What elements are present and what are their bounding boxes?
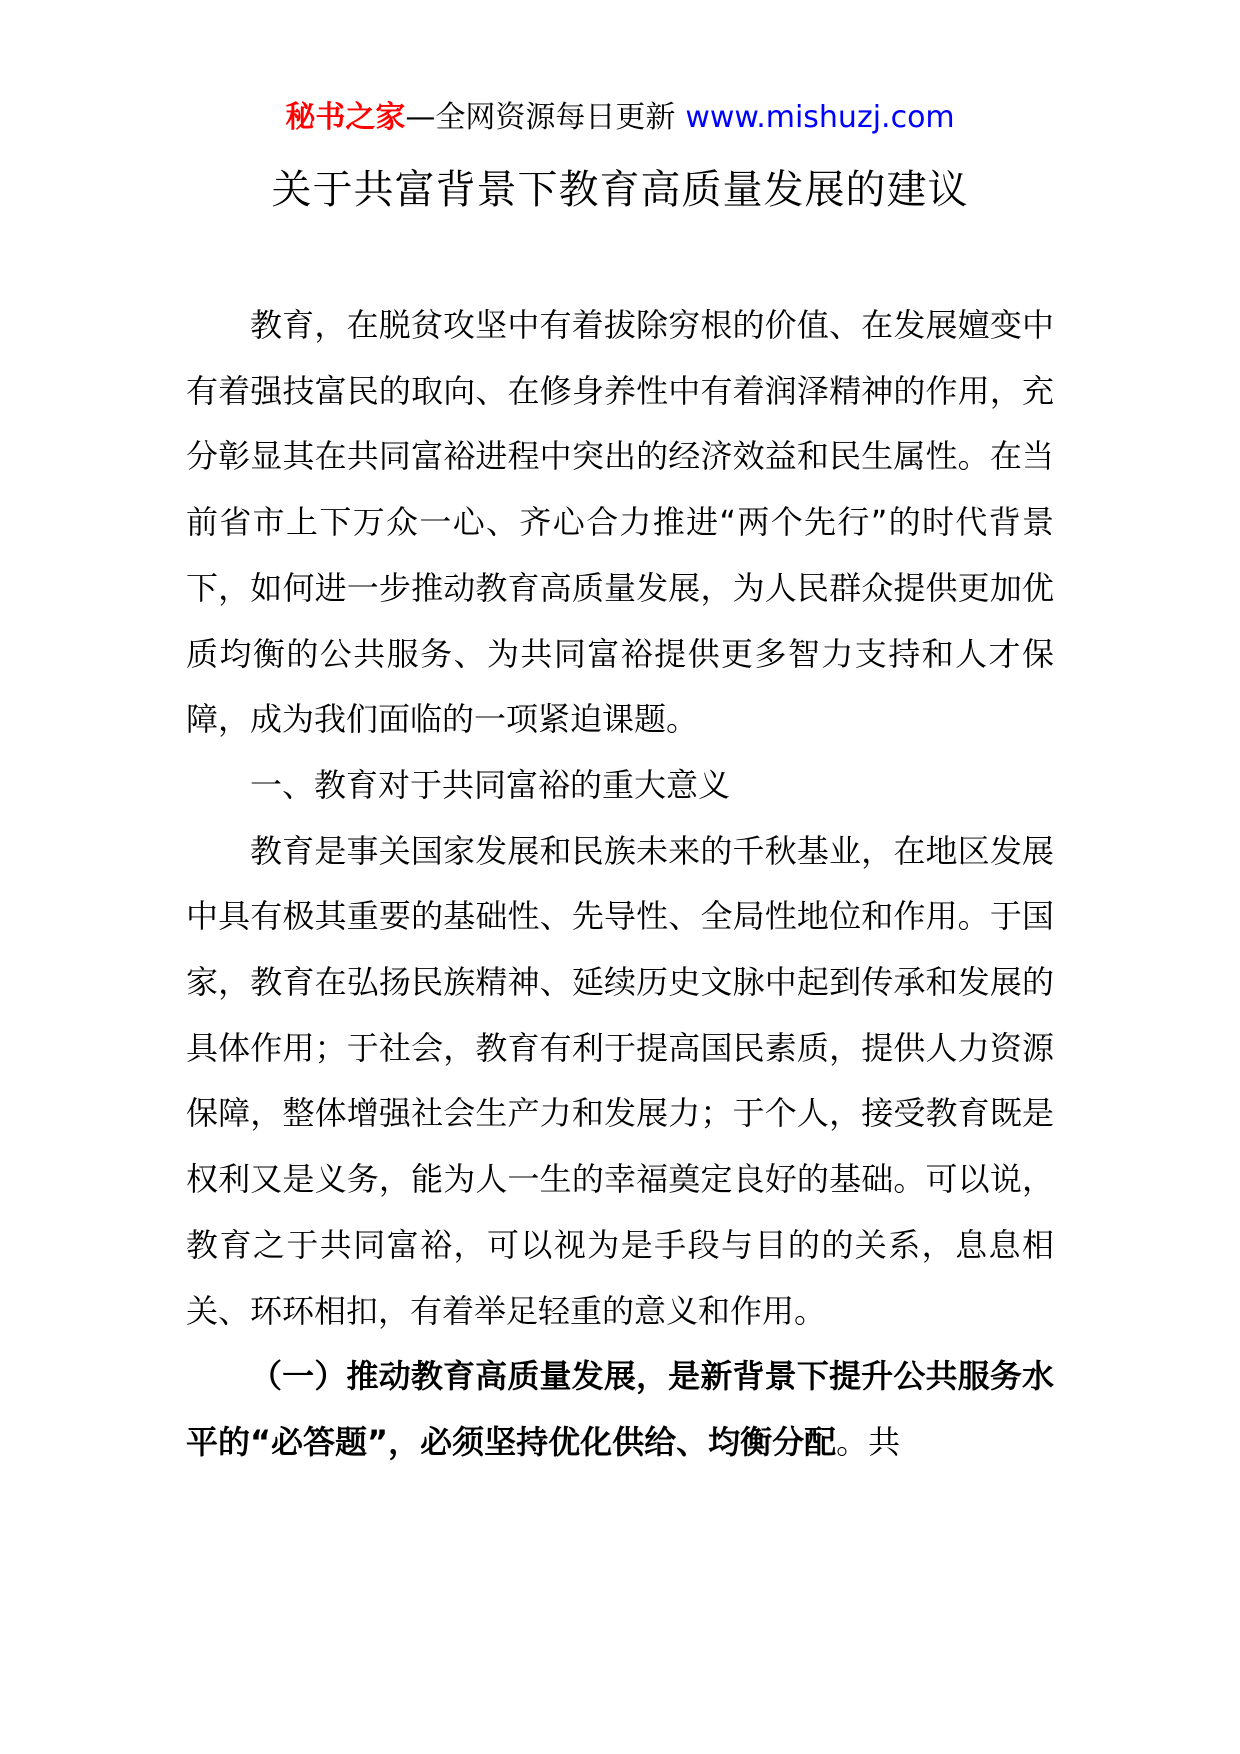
- subsection-heading: （一）推动教育高质量发展，是新背景下提升公共服务水平的“必答题”，必须坚持优化供给、均衡分配: [186, 1357, 1054, 1461]
- document-body: [186, 293, 1054, 1476]
- site-brand: 秘书之家: [285, 100, 406, 135]
- body-paragraph: 教育是事关国家发展和民族未来的千秋基业，在地区发展中具有极其重要的基础性、先导性、全局性地位和作用。于国家，教育在弘扬民族精神、延续历史文脉中起到传承和发展的具体作用；于社会，教育有利于提高国民素质，提供人力资源保障，整体增强社会生产力和发展力；于个人，接受教育既是权利又是义务，能为人一生的幸福奠定良好的基础。可以说，教育之于共同富裕，可以视为是手段与目的的关系，息息相关、环环相扣，有着举足轻重的意义和作用。: [186, 831, 1054, 1330]
- intro-paragraph: 教育，在脱贫攻坚中有着拔除穷根的价值、在发展嬗变中有着强技富民的取向、在修身养性中有着润泽精神的作用，充分彰显其在共同富裕进程中突出的经济效益和民生属性。在当前省市上下万众一心、齐心合力推进“两个先行”的时代背景下，如何进一步推动教育高质量发展，为人民群众提供更加优质均衡的公共服务、为共同富裕提供更多智力支持和人才保障，成为我们面临的一项紧迫课题。: [186, 306, 1054, 739]
- subsection-text: 。共: [836, 1422, 901, 1461]
- section-heading: 一、教育对于共同富裕的重大意义: [250, 765, 731, 804]
- site-tagline: —全网资源每日更新: [405, 100, 676, 135]
- site-url-link[interactable]: www.mishuzj.com: [685, 100, 955, 135]
- document-title: 关于共富背景下教育高质量发展的建议: [271, 167, 969, 213]
- subsection-paragraph: [186, 1344, 1054, 1475]
- site-header: [0, 98, 1240, 138]
